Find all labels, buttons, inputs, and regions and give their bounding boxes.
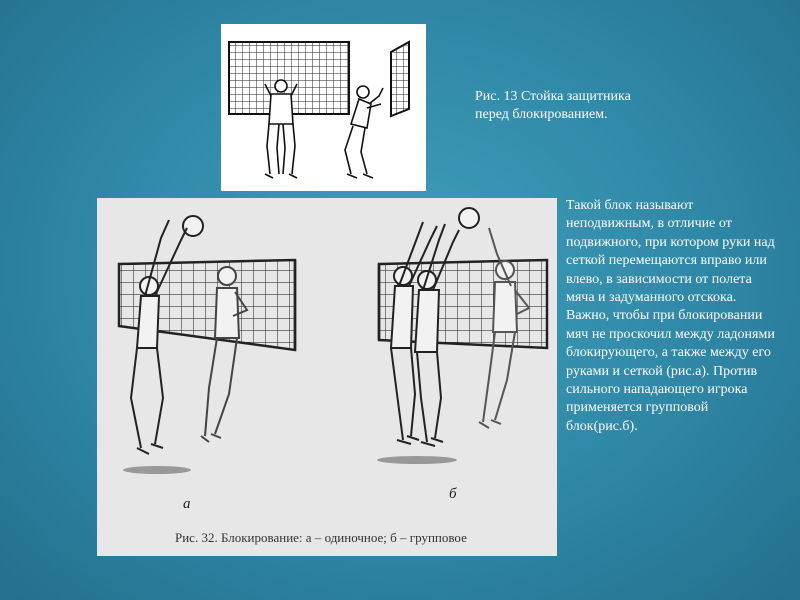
player-side	[345, 86, 383, 178]
caption-line-2: перед блокированием.	[475, 107, 608, 122]
label-b: б	[449, 486, 457, 502]
player-front	[265, 80, 297, 178]
shadow-right	[377, 456, 457, 464]
blocking-drawing	[97, 198, 557, 556]
scene-single-block	[119, 216, 295, 512]
ball-left	[183, 216, 203, 236]
figure-top-caption	[475, 88, 715, 124]
shadow-left	[123, 466, 191, 474]
caption-line-1: Рис. 13 Стойка защитника	[475, 89, 631, 104]
figure-main-caption: Рис. 32. Блокирование: а – одиночное; б – групповое	[175, 530, 467, 545]
ball-right	[459, 208, 479, 228]
figure-blocking	[97, 198, 557, 556]
body-text: Такой блок называют неподвижным, в отличие от подвижного, при котором руки над сеткой перемещаются вправо или влево, в зависимости от полета мяча и задуманного отскока. Важно, чтобы при блокировании мяч не проскочил между ладонями блокирующего, а также между его руками и сеткой (рис.а). Против сильного нападающего игрока применяется групповой блок(рис.б).	[566, 198, 775, 434]
label-a: а	[183, 496, 191, 512]
scene-group-block	[377, 208, 547, 502]
net-side	[391, 42, 409, 116]
blocker-single	[131, 220, 187, 454]
defender-stance-drawing	[221, 24, 426, 191]
figure-defender-stance	[221, 24, 426, 191]
